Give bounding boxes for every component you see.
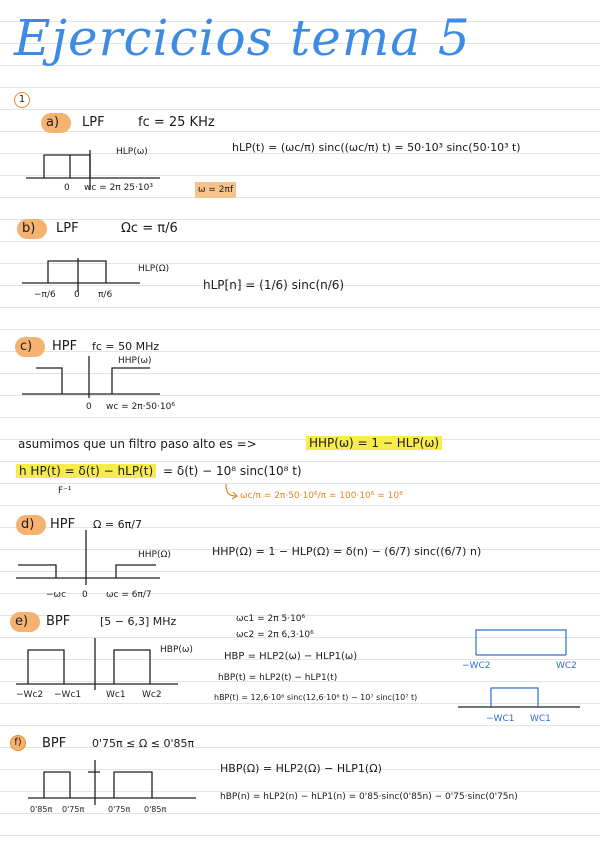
blue-label-wc2: WC2 — [556, 661, 577, 671]
blue-label-neg-wc1: −WC1 — [486, 714, 515, 724]
part-f-line1: HBP(Ω) = HLP2(Ω) − HLP1(Ω) — [220, 762, 382, 775]
part-a-axis-wc: wc = 2π 25·10³ — [84, 183, 153, 193]
part-d-letter: d) — [21, 517, 35, 532]
part-f-axis-3: 0'75π — [108, 805, 131, 814]
blue-label-wc1: WC1 — [530, 714, 551, 724]
part-b-letter: b) — [22, 221, 36, 236]
part-e-wc2: ωc2 = 2π 6,3·10⁶ — [236, 630, 314, 640]
part-b-type: LPF — [56, 221, 79, 236]
part-e-band: [5 − 6,3] MHz — [100, 615, 177, 628]
part-a-type: LPF — [82, 115, 105, 130]
blue-label-neg-wc2: −WC2 — [462, 661, 491, 671]
part-e-type: BPF — [46, 614, 71, 629]
part-b-axis-neg: −π/6 — [34, 290, 56, 300]
part-d-axis-zero: 0 — [82, 590, 88, 600]
part-e-axis-2: −Wc1 — [54, 690, 82, 700]
plot-e-bpf — [16, 638, 178, 690]
part-b-plot-label: HLP(Ω) — [138, 264, 170, 274]
part-d-cutoff: Ω = 6π/7 — [93, 518, 142, 531]
part-c-letter: c) — [20, 339, 33, 354]
part-a-formula: hLP(t) = (ωc/π) sinc((ωc/π) t) = 50·10³ sinc(50·10³ t) — [232, 141, 521, 154]
part-e-axis-3: Wc1 — [106, 690, 126, 700]
part-e-line2: hBP(t) = hLP2(t) − hLP1(t) — [218, 673, 338, 683]
plot-f-bpf — [28, 760, 196, 805]
part-b-axis-pos: π/6 — [98, 290, 113, 300]
part-d-plot-label: HHP(Ω) — [138, 550, 171, 560]
part-e-line1: HBP = HLP2(ω) − HLP1(ω) — [224, 651, 358, 662]
part-a-plot-label: HLP(ω) — [116, 147, 148, 157]
orange-computation: ωc/π = 2π·50·10⁶/π = 100·10⁶ = 10⁸ — [240, 491, 403, 501]
part-f-axis-1: 0'85π — [30, 805, 53, 814]
part-e-line3: hBP(t) = 12,6·10⁶ sinc(12,6·10⁶ t) − 10⁷ sinc(10⁷ t) — [214, 693, 418, 702]
page-title: Ejercicios tema 5 — [14, 9, 471, 67]
part-e-wc1: ωc1 = 2π 5·10⁶ — [236, 614, 306, 624]
part-b-cutoff: Ωc = π/6 — [121, 221, 178, 236]
part-d-axis-neg: −ωc — [46, 590, 67, 600]
part-f-axis-4: 0'85π — [144, 805, 167, 814]
hp-impulse-formula: h HP(t) = δ(t) − hLP(t) — [16, 464, 156, 478]
part-c-plot-label: HHP(ω) — [118, 356, 152, 366]
part-a-letter: a) — [46, 115, 60, 130]
part-d-type: HPF — [50, 517, 76, 532]
part-f-letter: f) — [10, 735, 26, 751]
part-a-axis-zero: 0 — [64, 183, 70, 193]
assumption-text: asumimos que un filtro paso alto es => — [18, 437, 257, 451]
inverse-fourier-label: F⁻¹ — [58, 486, 72, 496]
part-f-type: BPF — [42, 736, 67, 751]
part-b-axis-zero: 0 — [74, 290, 80, 300]
part-c-type: HPF — [52, 339, 78, 354]
part-f-line2: hBP(n) = hLP2(n) − hLP1(n) = 0'85·sinc(0'85n) − 0'75·sinc(0'75n) — [220, 792, 518, 802]
part-d-axis-pos: ωc = 6π/7 — [106, 590, 152, 600]
part-b-formula: hLP[n] = (1/6) sinc(n/6) — [203, 278, 345, 292]
plot-b-lpf — [22, 258, 140, 292]
hp-impulse-rest: = δ(t) − 10⁸ sinc(10⁸ t) — [163, 464, 302, 478]
part-c-cutoff: fc = 50 MHz — [92, 340, 160, 353]
part-f-band: 0'75π ≤ Ω ≤ 0'85π — [92, 737, 195, 750]
part-c-axis-zero: 0 — [86, 402, 92, 412]
problem-number: 1 — [14, 92, 30, 108]
assumption-formula: HHP(ω) = 1 − HLP(ω) — [306, 436, 442, 450]
part-a-note: ω = 2πf — [195, 182, 236, 198]
part-f-axis-2: 0'75π — [62, 805, 85, 814]
part-e-plot-label: HBP(ω) — [160, 645, 193, 655]
part-e-axis-1: −Wc2 — [16, 690, 44, 700]
part-e-axis-4: Wc2 — [142, 690, 162, 700]
part-a-cutoff: fc = 25 KHz — [138, 115, 215, 130]
part-e-letter: e) — [15, 614, 29, 629]
part-d-formula: HHP(Ω) = 1 − HLP(Ω) = δ(n) − (6/7) sinc((6/7) n) — [212, 545, 482, 558]
part-c-axis-wc: wc = 2π·50·10⁶ — [106, 402, 175, 412]
